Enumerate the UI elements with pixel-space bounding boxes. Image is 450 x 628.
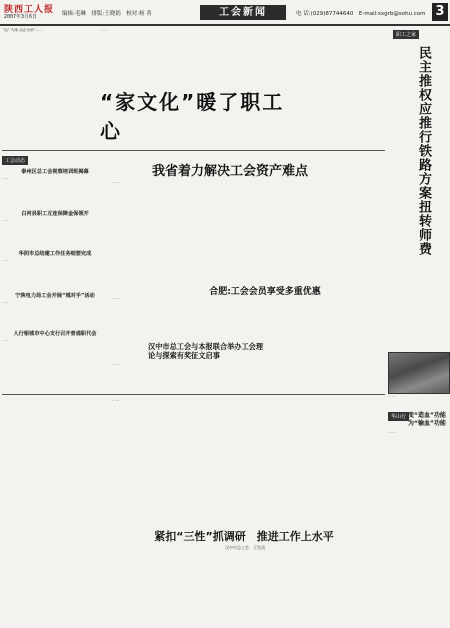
left-column-tag: 工会动态 — [2, 156, 28, 165]
left-item-text-4: …… — [2, 300, 10, 304]
bottom-story-byline: 汉中市总工会 王发清 — [225, 545, 265, 550]
center-story-body: …… — [112, 180, 120, 184]
bottom-divider — [2, 394, 385, 395]
left-item-text-5: …… — [2, 338, 10, 342]
left-item-text-1: …… — [2, 176, 10, 180]
right-vertical-text — [388, 52, 412, 352]
top-story-body: …… — [100, 28, 108, 32]
mid-story-headline: 合肥:工会会员享受多重优惠 — [209, 287, 321, 297]
top-divider — [2, 150, 385, 151]
mid-story-body: …… — [112, 296, 120, 300]
page-number: 3 — [432, 3, 448, 21]
left-item-title-4: 宁陕电力局工会开展“城对手”活动 — [15, 293, 95, 299]
editor-credits: 编辑:毛琳 排版:王晓娟 校对:杨 菁 — [62, 11, 152, 17]
lower-story-headline: 汉中市总工会与本报联合举办工会理论与探索有奖征文启事 — [148, 342, 264, 360]
lower-story-body: …… — [112, 362, 120, 366]
right-vertical-headline: 民主推权应推行铁路方案扭转师费 — [416, 46, 431, 256]
left-item-title-3: 华阴市总结建工作任务细要完成 — [18, 251, 92, 257]
contact-info: 电 话:(029)87744640 E-mail:sxgrb@sohu.com — [296, 11, 426, 17]
news-photo — [388, 352, 450, 394]
bottom-story-body: …… — [112, 398, 120, 402]
right-column-tag: 职工之家 — [393, 30, 419, 39]
right-lower-tag: 华山行 — [388, 412, 409, 421]
bottom-story-left — [2, 398, 108, 626]
top-story-headline: “家文化”暖了职工心 — [100, 90, 285, 143]
bottom-story-continuation — [112, 552, 448, 626]
newspaper-logo: 陕西工人报 — [4, 5, 55, 15]
left-item-title-2: 白河县职工互连保障金保领开 — [21, 211, 89, 217]
left-item-title-5: 人行银城市中心支行召开普通职代会 — [13, 331, 97, 337]
top-left-text: “以厂为家,以企为荣”…… — [2, 28, 43, 32]
left-item-text-3: …… — [2, 258, 10, 262]
photo-caption: …… — [388, 394, 396, 398]
center-story-headline: 我省着力解决工会资产难点 — [152, 164, 309, 179]
section-title: 工会新闻 — [200, 5, 286, 20]
right-lower-body: …… — [388, 430, 396, 434]
bottom-story-headline: 紧扣“三性”抓调研 推进工作上水平 — [154, 530, 334, 543]
right-lower-headline: 变“造血”功能为“输血”功能 — [408, 412, 446, 427]
masthead — [0, 0, 450, 26]
left-item-text-2: …… — [2, 218, 10, 222]
issue-date: 2007年3月6日 — [4, 14, 38, 20]
left-item-title-1: 泰州区总工会视察培训班揭幕 — [21, 169, 89, 175]
